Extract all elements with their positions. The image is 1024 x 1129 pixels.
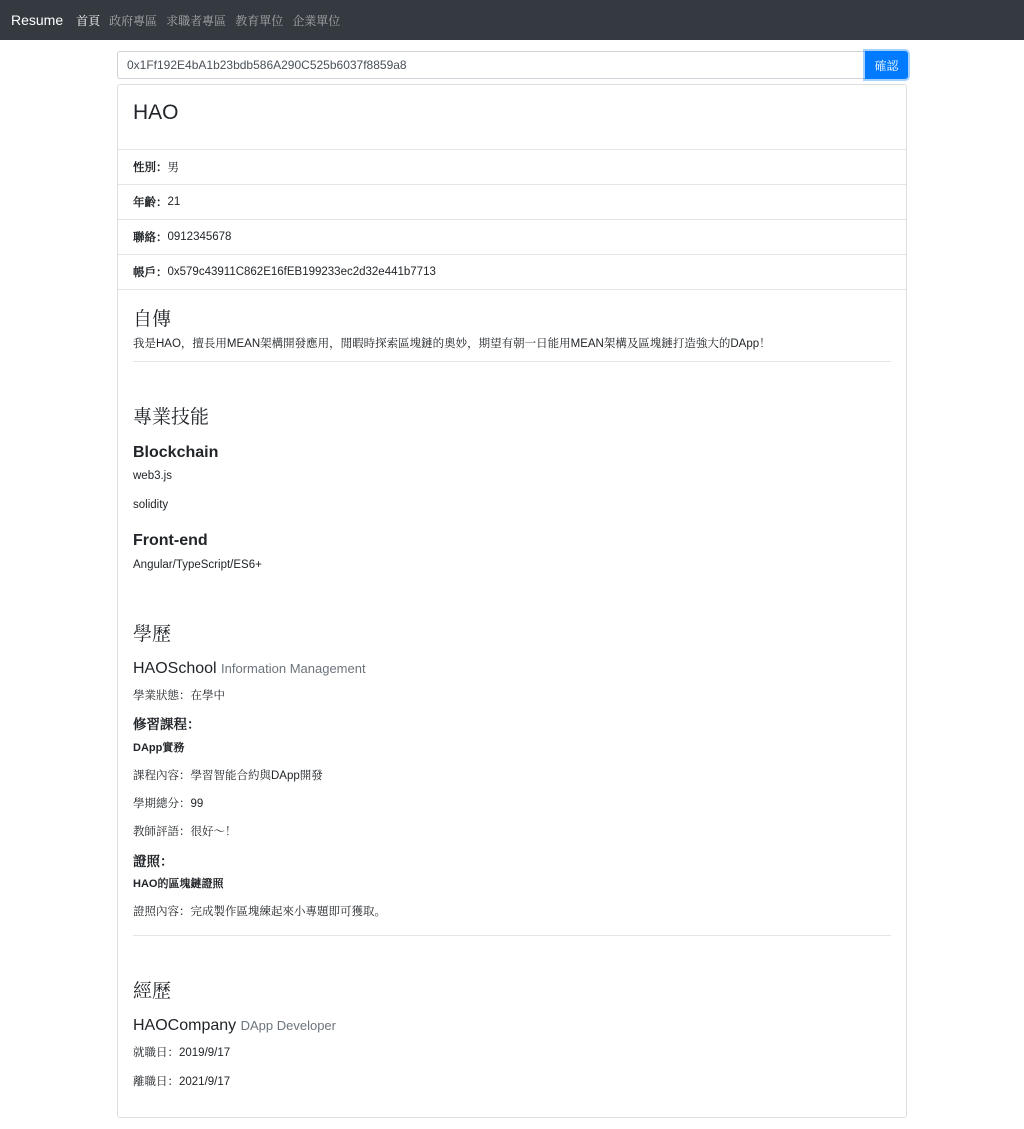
age-item: [118, 185, 906, 220]
nav-government[interactable]: 政府專區: [109, 13, 158, 28]
start-date: 就職日：2019/9/17: [133, 1047, 231, 1059]
skill-group-blockchain: Blockchain: [133, 444, 219, 461]
course-name: DApp實務: [133, 742, 185, 754]
profile-name: HAO: [133, 101, 179, 124]
nav-education[interactable]: 教育單位: [235, 13, 284, 28]
account-item: [118, 255, 906, 290]
company-name: HAOCompany: [133, 1017, 237, 1034]
bio-title: 自傳: [133, 309, 172, 330]
resume-card: [117, 84, 907, 1118]
course-comment: 教師評語：很好～！: [133, 826, 237, 838]
skill-item: solidity: [133, 499, 169, 511]
courses-title: 修習課程：: [133, 717, 201, 732]
course-content: 課程內容：學習智能合約與DApp開發: [133, 770, 323, 782]
age-value: 21: [167, 196, 181, 208]
skill-item: Angular/TypeScript/ES6+: [133, 559, 262, 571]
contact-item: [118, 220, 906, 255]
skill-item: web3.js: [133, 470, 172, 482]
gender-item: [118, 150, 906, 185]
skills-title: 專業技能: [133, 407, 210, 428]
nav-home[interactable]: 首頁: [76, 13, 101, 28]
nav-enterprise[interactable]: 企業單位: [292, 13, 341, 28]
account-label: 帳戶：: [133, 267, 168, 279]
school-heading: [133, 660, 366, 678]
top-navbar: [0, 0, 1024, 40]
divider: [133, 361, 891, 362]
brand-logo[interactable]: Resume: [11, 12, 64, 28]
cert-title: 證照：: [133, 854, 174, 869]
bio-text: 我是HAO，擅長用MEAN架構開發應用，閒暇時探索區塊鏈的奧妙，期望有朝一日能用MEAN架構及區塊鏈打造強大的DApp！: [133, 338, 771, 350]
cert-content: 證照內容：完成製作區塊練起來小專題即可獲取。: [133, 906, 386, 918]
education-title: 學歷: [133, 624, 172, 645]
school-major: Information Management: [221, 661, 366, 676]
experience-title: 經歷: [133, 981, 172, 1002]
nav-job-seeker[interactable]: 求職者專區: [166, 13, 227, 28]
skill-group-frontend: Front-end: [133, 532, 208, 549]
confirm-button[interactable]: 確認: [865, 51, 908, 79]
cert-name: HAO的區塊鏈證照: [133, 878, 224, 890]
address-search: [117, 51, 908, 79]
contact-label: 聯絡：: [133, 232, 168, 244]
company-heading: [133, 1017, 336, 1035]
end-date: 離職日：2021/9/17: [133, 1076, 231, 1088]
address-input[interactable]: [117, 51, 865, 79]
divider: [133, 935, 891, 936]
account-value: 0x579c43911C862E16fEB199233ec2d32e441b7713: [167, 266, 436, 278]
card-header: [118, 85, 906, 150]
company-role: DApp Developer: [240, 1018, 336, 1033]
contact-value: 0912345678: [167, 231, 232, 243]
study-status: 學業狀態：在學中: [133, 690, 225, 702]
school-name: HAOSchool: [133, 660, 217, 677]
gender-label: 性別：: [133, 162, 168, 174]
age-label: 年齡：: [133, 197, 168, 209]
course-score: 學期總分：99: [133, 798, 204, 810]
gender-value: 男: [167, 162, 179, 174]
